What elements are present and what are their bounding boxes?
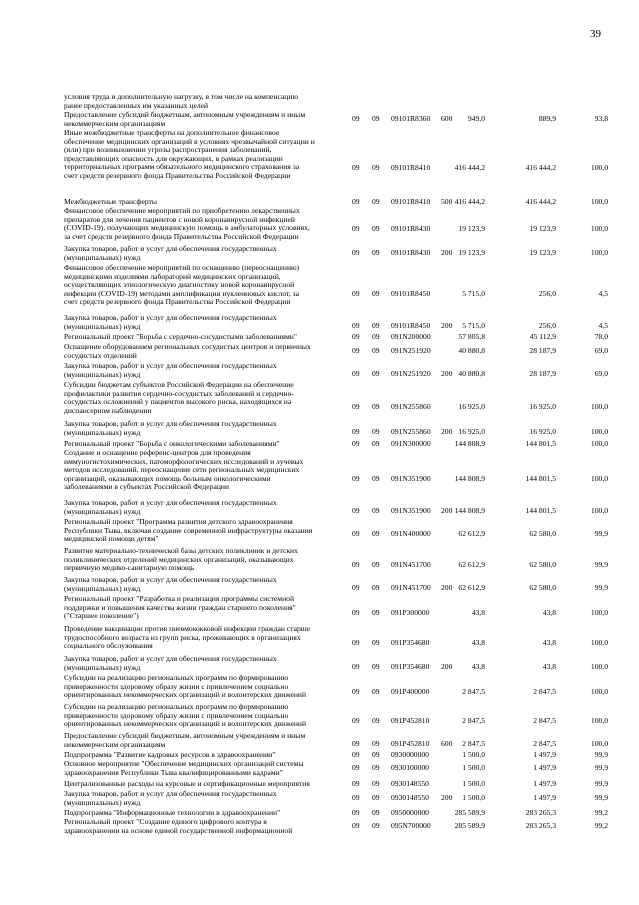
target-article-cell: 0930148550 xyxy=(391,779,429,788)
subsection-cell: 09 xyxy=(372,763,380,772)
percent-cell: 99,9 xyxy=(594,750,608,759)
percent-cell: 100,0 xyxy=(590,739,608,748)
subsection-cell: 09 xyxy=(372,402,380,411)
subsection-cell: 09 xyxy=(372,224,380,233)
subsection-cell: 09 xyxy=(372,163,380,172)
percent-cell: 99,9 xyxy=(594,529,608,538)
executed-amount-cell: 283 265,3 xyxy=(525,821,556,830)
target-article-cell: 091P400000 xyxy=(391,687,430,696)
percent-cell: 99,2 xyxy=(594,821,608,830)
target-article-cell: 091N255860 xyxy=(391,427,431,436)
planned-amount-cell: 5 715,0 xyxy=(462,321,485,330)
row-description: Субсидии бюджетам субъектов Российской Федерации на обеспечение профилактики развития сердечно-сосудистых заболеваний и сердечно- сосудистых осложнений у пациентов высокого риска, находящихся на диспансерном наблюдении xyxy=(64,380,294,415)
executed-amount-cell: 62 580,0 xyxy=(529,529,556,538)
row-description: Региональный проект "Разработка и реализация программы системной поддержки и повышения качества жизни граждан старшего поколения" ("Старшее поколение") xyxy=(64,594,296,621)
planned-amount-cell: 949,0 xyxy=(467,114,485,123)
section-cell: 09 xyxy=(352,163,360,172)
section-cell: 09 xyxy=(352,439,360,448)
percent-cell: 4,5 xyxy=(598,321,608,330)
percent-cell: 99,9 xyxy=(594,583,608,592)
executed-amount-cell: 2 847,5 xyxy=(533,739,556,748)
executed-amount-cell: 62 580,0 xyxy=(529,560,556,569)
row-description: Субсидии на реализацию региональных программ по формированию приверженности здоровому образу жизни с привлечением социально ориентированных некоммерческих организаций и волонтерских движений xyxy=(64,673,307,700)
section-cell: 09 xyxy=(352,289,360,298)
subsection-cell: 09 xyxy=(372,750,380,759)
expense-type-cell: 200 xyxy=(441,369,453,378)
section-cell: 09 xyxy=(352,779,360,788)
planned-amount-cell: 1 500,0 xyxy=(462,763,485,772)
executed-amount-cell: 16 925,0 xyxy=(529,427,556,436)
subsection-cell: 09 xyxy=(372,638,380,647)
executed-amount-cell: 43,8 xyxy=(542,638,556,647)
target-article-cell: 091P452810 xyxy=(391,739,430,748)
target-article-cell: 091N451700 xyxy=(391,583,431,592)
row-description: Закупка товаров, работ и услуг для обеспечения государственных (муниципальных) нужд xyxy=(64,419,277,437)
expense-type-cell: 200 xyxy=(441,321,453,330)
target-article-cell: 091N251920 xyxy=(391,346,431,355)
planned-amount-cell: 144 808,9 xyxy=(454,506,485,515)
subsection-cell: 09 xyxy=(372,687,380,696)
subsection-cell: 09 xyxy=(372,608,380,617)
percent-cell: 93,8 xyxy=(594,114,608,123)
planned-amount-cell: 43,8 xyxy=(471,638,485,647)
target-article-cell: 09101R8450 xyxy=(391,289,431,298)
section-cell: 09 xyxy=(352,114,360,123)
executed-amount-cell: 19 123,9 xyxy=(529,224,556,233)
target-article-cell: 09101R8450 xyxy=(391,321,431,330)
executed-amount-cell: 256,0 xyxy=(538,321,556,330)
row-description: Закупка товаров, работ и услуг для обеспечения государственных (муниципальных) нужд xyxy=(64,575,277,593)
subsection-cell: 09 xyxy=(372,427,380,436)
percent-cell: 100,0 xyxy=(590,608,608,617)
executed-amount-cell: 889,9 xyxy=(538,114,556,123)
section-cell: 09 xyxy=(352,346,360,355)
percent-cell: 100,0 xyxy=(590,427,608,436)
row-description: Создание и оснащение референс-центров для проведения иммуногистохимических, патоморфологических исследований и лучевых методов исследований, переоснащение сети региональных медицинских организаций, оказывающих помощь больным онкологическими заболеваниями в субъектах Российской Федерации xyxy=(64,448,304,492)
subsection-cell: 09 xyxy=(372,346,380,355)
percent-cell: 100,0 xyxy=(590,687,608,696)
percent-cell: 100,0 xyxy=(590,716,608,725)
executed-amount-cell: 28 187,9 xyxy=(529,369,556,378)
target-article-cell: 091N351900 xyxy=(391,506,431,515)
target-article-cell: 091N300000 xyxy=(391,439,431,448)
target-article-cell: 0930100000 xyxy=(391,763,429,772)
section-cell: 09 xyxy=(352,224,360,233)
target-article-cell: 09101R8430 xyxy=(391,248,431,257)
row-description: Предоставление субсидий бюджетным, автономным учреждениям и иным некоммерческим организациям xyxy=(64,731,306,749)
subsection-cell: 09 xyxy=(372,560,380,569)
executed-amount-cell: 43,8 xyxy=(542,608,556,617)
subsection-cell: 09 xyxy=(372,716,380,725)
executed-amount-cell: 19 123,9 xyxy=(529,248,556,257)
target-article-cell: 091N451700 xyxy=(391,560,431,569)
row-description: Закупка товаров, работ и услуг для обеспечения государственных (муниципальных) нужд xyxy=(64,244,277,262)
executed-amount-cell: 144 801,5 xyxy=(525,474,556,483)
row-description: Проведение вакцинации против пневмококковой инфекции граждан старше трудоспособного возраста из групп риска, проживающих в организациях социального обслуживания xyxy=(64,624,310,651)
subsection-cell: 09 xyxy=(372,289,380,298)
expense-type-cell: 600 xyxy=(441,114,453,123)
row-description: Закупка товаров, работ и услуг для обеспечения государственных (муниципальных) нужд xyxy=(64,313,277,331)
percent-cell: 100,0 xyxy=(590,439,608,448)
expense-type-cell: 200 xyxy=(441,427,453,436)
planned-amount-cell: 416 444,2 xyxy=(454,197,485,206)
row-description: Региональный проект "Борьба с сердечно-сосудистыми заболеваниями" xyxy=(64,332,297,341)
planned-amount-cell: 144 808,9 xyxy=(454,439,485,448)
section-cell: 09 xyxy=(352,321,360,330)
subsection-cell: 09 xyxy=(372,662,380,671)
row-description: Закупка товаров, работ и услуг для обеспечения государственных (муниципальных) нужд xyxy=(64,789,277,807)
row-description: Развитие материально-технической базы детских поликлиник и детских поликлинических отделений медицинских организаций, оказывающих первичную медико-санитарную помощь xyxy=(64,546,298,573)
section-cell: 09 xyxy=(352,427,360,436)
planned-amount-cell: 2 847,5 xyxy=(462,716,485,725)
section-cell: 09 xyxy=(352,763,360,772)
planned-amount-cell: 57 805,8 xyxy=(458,332,485,341)
page-number: 39 xyxy=(590,28,601,40)
row-description: Региональный проект "Создание единого цифрового контура в здравоохранении на основе единой государственной информационной xyxy=(64,817,293,835)
expense-type-cell: 200 xyxy=(441,662,453,671)
subsection-cell: 09 xyxy=(372,321,380,330)
row-description: Закупка товаров, работ и услуг для обеспечения государственных (муниципальных) нужд xyxy=(64,654,277,672)
percent-cell: 99,9 xyxy=(594,779,608,788)
expense-type-cell: 600 xyxy=(441,739,453,748)
target-article-cell: 09101R8360 xyxy=(391,114,431,123)
percent-cell: 100,0 xyxy=(590,474,608,483)
target-article-cell: 09101R8410 xyxy=(391,197,431,206)
row-description: Подпрограмма "Развитие кадровых ресурсов в здравоохранении" xyxy=(64,750,276,759)
target-article-cell: 091P354680 xyxy=(391,638,430,647)
subsection-cell: 09 xyxy=(372,474,380,483)
subsection-cell: 09 xyxy=(372,793,380,802)
expense-type-cell: 200 xyxy=(441,793,453,802)
subsection-cell: 09 xyxy=(372,439,380,448)
section-cell: 09 xyxy=(352,474,360,483)
expense-type-cell: 200 xyxy=(441,583,453,592)
section-cell: 09 xyxy=(352,583,360,592)
row-description: Финансовое обеспечение мероприятий по оснащению (переоснащению) медицинскими изделиями лабораторий медицинских организаций, осуществляющих этиологическую диагностику новой коронавирусной инфекции (COVID-19) методами амплификации нуклеиновых кислот, за счет средств резервного фонда Правительства Российской Федерации xyxy=(64,263,300,307)
subsection-cell: 09 xyxy=(372,332,380,341)
executed-amount-cell: 62 580,0 xyxy=(529,583,556,592)
target-article-cell: 091P300000 xyxy=(391,608,430,617)
section-cell: 09 xyxy=(352,197,360,206)
section-cell: 09 xyxy=(352,687,360,696)
row-description: Предоставление субсидий бюджетным, автономным учреждениям и иным некоммерческим организациям xyxy=(64,110,306,128)
expense-type-cell: 500 xyxy=(441,197,453,206)
target-article-cell: 091N255860 xyxy=(391,402,431,411)
target-article-cell: 0930000000 xyxy=(391,750,429,759)
target-article-cell: 09101R8430 xyxy=(391,224,431,233)
section-cell: 09 xyxy=(352,808,360,817)
section-cell: 09 xyxy=(352,750,360,759)
percent-cell: 100,0 xyxy=(590,506,608,515)
percent-cell: 100,0 xyxy=(590,224,608,233)
percent-cell: 78,0 xyxy=(594,332,608,341)
executed-amount-cell: 144 801,5 xyxy=(525,439,556,448)
section-cell: 09 xyxy=(352,739,360,748)
percent-cell: 100,0 xyxy=(590,248,608,257)
percent-cell: 100,0 xyxy=(590,662,608,671)
percent-cell: 100,0 xyxy=(590,163,608,172)
executed-amount-cell: 416 444,2 xyxy=(525,197,556,206)
planned-amount-cell: 2 847,5 xyxy=(462,739,485,748)
section-cell: 09 xyxy=(352,248,360,257)
planned-amount-cell: 43,8 xyxy=(471,662,485,671)
subsection-cell: 09 xyxy=(372,248,380,257)
percent-cell: 100,0 xyxy=(590,402,608,411)
section-cell: 09 xyxy=(352,506,360,515)
section-cell: 09 xyxy=(352,369,360,378)
row-description: Иные межбюджетные трансферты на дополнительное финансовое обеспечение медицинских организаций в условиях чрезвычайной ситуации и (или) при возникновении угрозы распространения заболеваний, представляющих опасность для окружающих, в рамках реализации территориальных программ обязательного медицинского страхования за счет средств резервного фонда Правительства Российской Федерации xyxy=(64,128,315,180)
subsection-cell: 09 xyxy=(372,114,380,123)
planned-amount-cell: 16 925,0 xyxy=(458,427,485,436)
planned-amount-cell: 416 444,2 xyxy=(454,163,485,172)
executed-amount-cell: 1 497,9 xyxy=(533,779,556,788)
target-article-cell: 091N351900 xyxy=(391,474,431,483)
planned-amount-cell: 62 612,9 xyxy=(458,560,485,569)
planned-amount-cell: 285 589,9 xyxy=(454,808,485,817)
row-description: Региональный проект "Борьба с онкологическими заболеваниями" xyxy=(64,439,280,448)
row-description: Региональный проект "Программа развития детского здравоохранения Республики Тыва, включая создание современной инфраструктуры оказания медицинской помощи детям" xyxy=(64,517,313,544)
planned-amount-cell: 2 847,5 xyxy=(462,687,485,696)
subsection-cell: 09 xyxy=(372,369,380,378)
executed-amount-cell: 43,8 xyxy=(542,662,556,671)
section-cell: 09 xyxy=(352,608,360,617)
planned-amount-cell: 1 500,0 xyxy=(462,750,485,759)
section-cell: 09 xyxy=(352,716,360,725)
planned-amount-cell: 19 123,9 xyxy=(458,224,485,233)
target-article-cell: 091N200000 xyxy=(391,332,431,341)
planned-amount-cell: 16 925,0 xyxy=(458,402,485,411)
row-description: Закупка товаров, работ и услуг для обеспечения государственных (муниципальных) нужд xyxy=(64,498,277,516)
percent-cell: 99,9 xyxy=(594,560,608,569)
executed-amount-cell: 2 847,5 xyxy=(533,687,556,696)
row-description: условия труда и дополнительную нагрузку, в том числе на компенсацию ранее предоставленных им указанных целей xyxy=(64,92,299,110)
section-cell: 09 xyxy=(352,821,360,830)
target-article-cell: 091P452810 xyxy=(391,716,430,725)
target-article-cell: 091N400000 xyxy=(391,529,431,538)
row-description: Межбюджетные трансферты xyxy=(64,197,157,206)
percent-cell: 69,0 xyxy=(594,369,608,378)
percent-cell: 99,2 xyxy=(594,808,608,817)
planned-amount-cell: 40 880,8 xyxy=(458,369,485,378)
row-description: Основное мероприятие "Обеспечение медицинских организаций системы здравоохранения Республики Тыва квалифицированными кадрами" xyxy=(64,759,304,777)
target-article-cell: 091P354680 xyxy=(391,662,430,671)
planned-amount-cell: 285 589,9 xyxy=(454,821,485,830)
subsection-cell: 09 xyxy=(372,808,380,817)
subsection-cell: 09 xyxy=(372,779,380,788)
percent-cell: 99,9 xyxy=(594,793,608,802)
executed-amount-cell: 16 925,0 xyxy=(529,402,556,411)
planned-amount-cell: 62 612,9 xyxy=(458,529,485,538)
executed-amount-cell: 256,0 xyxy=(538,289,556,298)
planned-amount-cell: 19 123,9 xyxy=(458,248,485,257)
target-article-cell: 091N251920 xyxy=(391,369,431,378)
row-description: Закупка товаров, работ и услуг для обеспечения государственных (муниципальных) нужд xyxy=(64,361,277,379)
row-description: Централизованные расходы на курсовые и сертификационные мероприятия xyxy=(64,779,310,788)
executed-amount-cell: 1 497,9 xyxy=(533,763,556,772)
section-cell: 09 xyxy=(352,402,360,411)
section-cell: 09 xyxy=(352,332,360,341)
expense-type-cell: 200 xyxy=(441,248,453,257)
section-cell: 09 xyxy=(352,638,360,647)
subsection-cell: 09 xyxy=(372,197,380,206)
executed-amount-cell: 144 801,5 xyxy=(525,506,556,515)
planned-amount-cell: 5 715,0 xyxy=(462,289,485,298)
executed-amount-cell: 2 847,5 xyxy=(533,716,556,725)
section-cell: 09 xyxy=(352,662,360,671)
planned-amount-cell: 1 500,0 xyxy=(462,793,485,802)
planned-amount-cell: 1 500,0 xyxy=(462,779,485,788)
planned-amount-cell: 62 612,9 xyxy=(458,583,485,592)
section-cell: 09 xyxy=(352,560,360,569)
subsection-cell: 09 xyxy=(372,506,380,515)
percent-cell: 100,0 xyxy=(590,638,608,647)
expense-type-cell: 200 xyxy=(441,506,453,515)
subsection-cell: 09 xyxy=(372,529,380,538)
executed-amount-cell: 283 265,3 xyxy=(525,808,556,817)
target-article-cell: 0930148550 xyxy=(391,793,429,802)
section-cell: 09 xyxy=(352,529,360,538)
subsection-cell: 09 xyxy=(372,583,380,592)
percent-cell: 100,0 xyxy=(590,197,608,206)
planned-amount-cell: 40 880,8 xyxy=(458,346,485,355)
executed-amount-cell: 416 444,2 xyxy=(525,163,556,172)
target-article-cell: 09101R8410 xyxy=(391,163,431,172)
row-description: Оснащение оборудованием региональных сосудистых центров и первичных сосудистых отделений xyxy=(64,342,311,360)
row-description: Подпрограмма "Информационные технологии в здравоохранении" xyxy=(64,808,281,817)
subsection-cell: 09 xyxy=(372,739,380,748)
percent-cell: 99,9 xyxy=(594,763,608,772)
percent-cell: 4,5 xyxy=(598,289,608,298)
executed-amount-cell: 1 497,9 xyxy=(533,750,556,759)
executed-amount-cell: 1 497,9 xyxy=(533,793,556,802)
row-description: Финансовое обеспечение мероприятий по приобретению лекарственных препаратов для лечения пациентов с новой коронавирусной инфекцией (COVID-19), получающих медицинскую помощь в амбулаторных условиях, за счет средств резервного фонда Правительства Российской Федерации xyxy=(64,206,310,241)
percent-cell: 69,0 xyxy=(594,346,608,355)
section-cell: 09 xyxy=(352,793,360,802)
target-article-cell: 0950000000 xyxy=(391,808,429,817)
executed-amount-cell: 28 187,9 xyxy=(529,346,556,355)
planned-amount-cell: 144 808,9 xyxy=(454,474,485,483)
subsection-cell: 09 xyxy=(372,821,380,830)
row-description: Субсидии на реализацию региональных программ по формированию приверженности здоровому образу жизни с привлечением социально ориентированных некоммерческих организаций и волонтерских движений xyxy=(64,702,307,729)
planned-amount-cell: 43,8 xyxy=(471,608,485,617)
target-article-cell: 095N700000 xyxy=(391,821,431,830)
executed-amount-cell: 45 112,9 xyxy=(529,332,556,341)
